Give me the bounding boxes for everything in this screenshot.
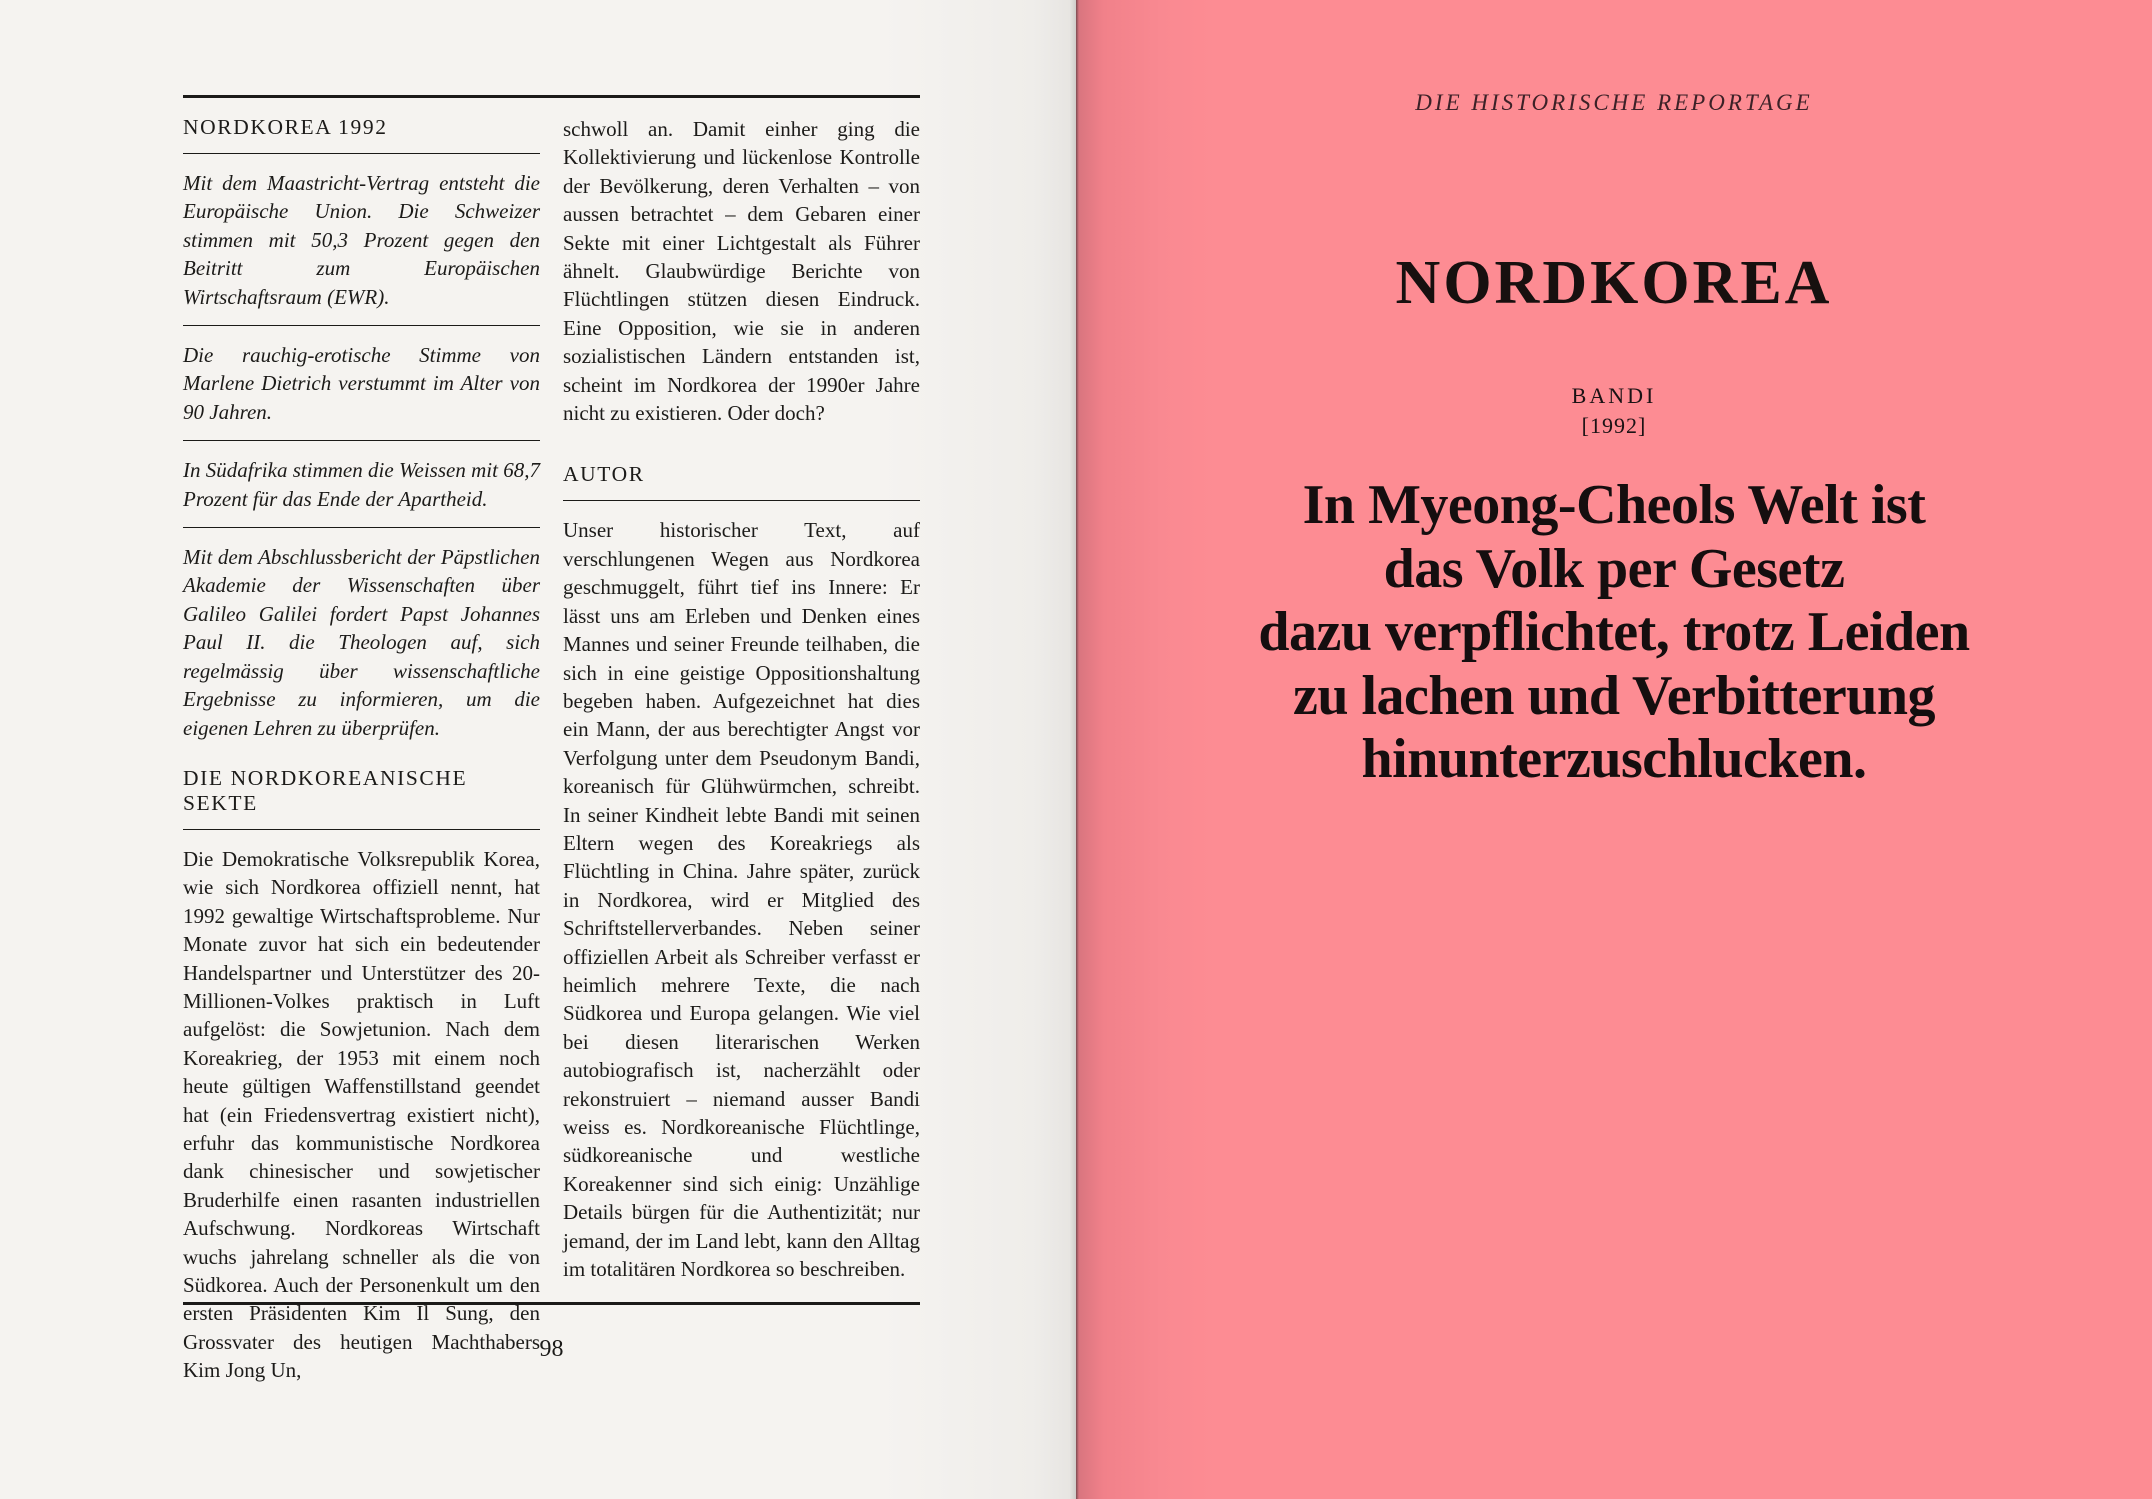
timeline-note: Mit dem Maastricht-Vertrag entsteht die Europäische Union. Die Schweizer stimmen mit 50,3 Prozent gegen den Beitritt zum Europäischen Wirtschaftsraum (EWR). (183, 171, 540, 309)
divider-rule (183, 527, 540, 528)
divider-rule (183, 440, 540, 441)
divider-rule (183, 325, 540, 326)
publication-year: [1992] (1581, 413, 1647, 438)
body-text-column1: Die Demokratische Volksrepublik Korea, wie sich Nordkorea offiziell nennt, hat 1992 gewaltige Wirtschaftsprobleme. Nur Monate zuvor hat sich ein bedeutender Handelspartner und Unterstützer des 20-Millionen-Volkes praktisch in Luft aufgelöst: die Sowjetunion. Nach dem Koreakrieg, der 1953 mit einem noch heute gültigen Waffenstillstand geendet hat (ein Friedensvertrag existiert nicht), erfuhr das kommunistische Nordkorea dank chinesischer und sowjetischer Bruderhilfe einen rasanten industriellen Aufschwung. Nordkoreas Wirtschaft wuchs jahrelang schneller als die von Südkorea. Auch der Personenkult um den ersten Präsidenten Kim Il Sung, den Grossvater des heutigen Machthabers Kim Jong Un, (183, 846, 540, 1383)
author-name: BANDI (1571, 383, 1657, 408)
timeline-heading: NORDKOREA 1992 (183, 115, 388, 139)
series-kicker: DIE HISTORISCHE REPORTAGE (1415, 90, 1813, 115)
timeline-note: In Südafrika stimmen die Weissen mit 68,7 Prozent für das Ende der Apartheid. (183, 458, 540, 511)
body-text-autor: Unser historischer Text, auf verschlungenen Wegen aus Nordkorea geschmuggelt, führt tief ins Innere: Er lässt uns am Erleben und Denken eines Mannes und seiner Freunde teilhaben, die sich in eine geistige Oppositionshaltung begeben haben. Aufgezeichnet hat dies ein Mann, der aus berechtigter Angst vor Verfolgung unter dem Pseudonym Bandi, koreanisch für Glühwürmchen, schreibt. In seiner Kindheit lebte Bandi mit seinen Eltern wegen des Koreakriegs als Flüchtling in China. Jahre später, zurück in Nordkorea, wird er Mitglied des Schriftstellerverbandes. Neben seiner offiziellen Arbeit als Schreiber verfasst er heimlich mehrere Texte, die nach Südkorea und Europa gelangen. Wie viel bei diesen literarischen Werken autobiografisch ist, nacherzählt oder rekonstruiert – niemand ausser Bandi weiss es. Nordkoreanische Flüchtlinge, südkoreanische und westliche Koreakenner sind sich einig: Unzählige Details bürgen für die Authentizität; nur jemand, der im Land lebt, kann den Alltag im totalitären Nordkorea so beschreiben. (563, 518, 920, 1282)
divider-rule (183, 829, 540, 830)
left-column (183, 115, 540, 1383)
section-heading-sekte: DIE NORDKOREANISCHE SEKTE (183, 765, 468, 815)
pull-quote: In Myeong-Cheols Welt ist das Volk per Gesetz dazu verpflichtet, trotz Leiden zu lachen und Verbitterung hinunterzuschlucken. (1258, 474, 1970, 790)
divider-rule (563, 500, 920, 501)
right-column (563, 115, 920, 1302)
body-text-continuation: schwoll an. Damit einher ging die Kollektivierung und lückenlose Kontrolle der Bevölkerung, deren Verhalten – von aussen betrachtet – dem Gebaren einer Sekte mit einer Lichtgestalt als Führer ähnelt. Glaubwürdige Berichte von Flüchtlingen stützen diesen Eindruck. Eine Opposition, wie sie in anderen sozialistischen Ländern entstanden ist, scheint im Nordkorea der 1990er Jahre nicht zu existieren. Oder doch? (563, 117, 920, 426)
page-number: 98 (539, 1336, 564, 1362)
section-heading-autor: AUTOR (563, 462, 645, 487)
divider-rule (183, 153, 540, 154)
right-page (1076, 0, 2152, 1499)
timeline-note: Die rauchig-erotische Stimme von Marlene Dietrich verstummt im Alter von 90 Jahren. (183, 343, 540, 424)
chapter-title: NORDKOREA (1395, 249, 1833, 317)
timeline-note: Mit dem Abschlussbericht der Päpstlichen Akademie der Wissenschaften über Galileo Galilei fordert Papst Johannes Paul II. die Theologen auf, sich regelmässig über wissenschaftliche Ergebnisse zu informieren, um die eigenen Lehren zu überprüfen. (183, 545, 540, 740)
